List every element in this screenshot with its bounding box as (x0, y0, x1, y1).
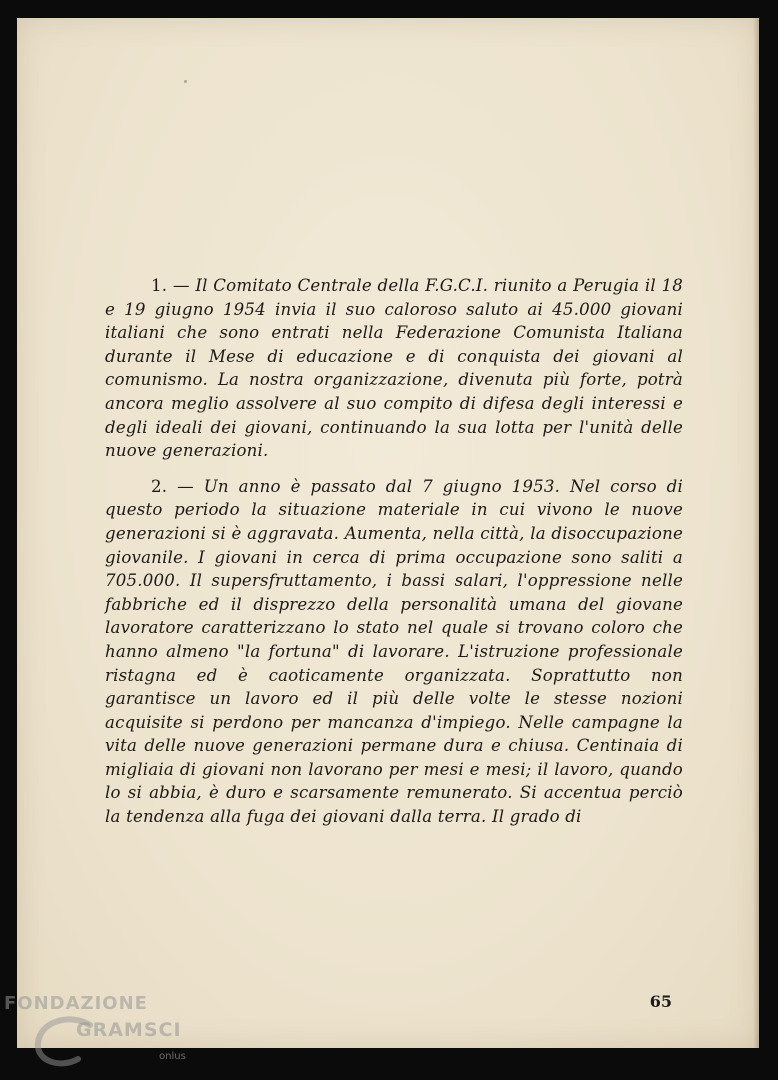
document-page (17, 18, 759, 1048)
paragraph-dash: — (177, 476, 194, 496)
page-number: 65 (649, 992, 672, 1011)
page-edge-shadow (753, 18, 759, 1048)
paragraph-2 (105, 475, 683, 829)
paper-speck (184, 80, 187, 83)
watermark-onlus: onlus (159, 1051, 186, 1062)
paragraph-text: Un anno è passato dal 7 giugno 1953. Nel corso di questo periodo la situazione materiale in cui vivono le nuove generazioni si è aggravata. Aumenta, nella città, la disoccupazione giovanile. I giovani in cerca di prima occupazione sono saliti a 705.000. Il supersfruttamento, i bassi salari, l'oppressione nelle fabbriche ed il disprezzo della personalità umana del giovane lavoratore caratterizzano lo stato nel quale si trovano coloro che hanno almeno "la fortuna" di lavorare. L'istruzione professionale ristagna ed è caoticamente organizzata. Soprattutto non garantisce un lavoro ed il più delle volte le stesse nozioni acquisite si perdono per mancanza d'impiego. Nelle campagne la vita delle nuove generazioni permane dura e chiusa. Centinaia di migliaia di giovani non lavorano per mesi e mesi; il lavoro, quando lo si abbia, è duro e scarsamente remunerato. Si accentua perciò la tendenza alla fuga dei giovani dalla terra. Il grado di (105, 476, 683, 827)
watermark-line-2: GRAMSCI (76, 1019, 182, 1041)
paragraph-1 (105, 274, 683, 463)
paragraph-text: Il Comitato Centrale della F.G.C.I. riunito a Perugia il 18 e 19 giugno 1954 invia il suo caloroso saluto ai 45.000 giovani italiani che sono entrati nella Federazione Comunista Italiana durante il Mese di educazione e di conquista dei giovani al comunismo. La nostra organizzazione, divenuta più forte, potrà ancora meglio assolvere al suo compito di difesa degli interessi e degli ideali dei giovani, continuando la sua lotta per l'unità delle nuove generazioni. (105, 276, 683, 461)
paragraph-dash: — (172, 276, 190, 295)
watermark-line-1: FONDAZIONE (4, 993, 148, 1014)
body-text (105, 274, 683, 841)
paragraph-number: 1. (151, 276, 168, 295)
fondazione-gramsci-watermark (4, 993, 204, 1075)
paragraph-number: 2. (151, 476, 168, 496)
